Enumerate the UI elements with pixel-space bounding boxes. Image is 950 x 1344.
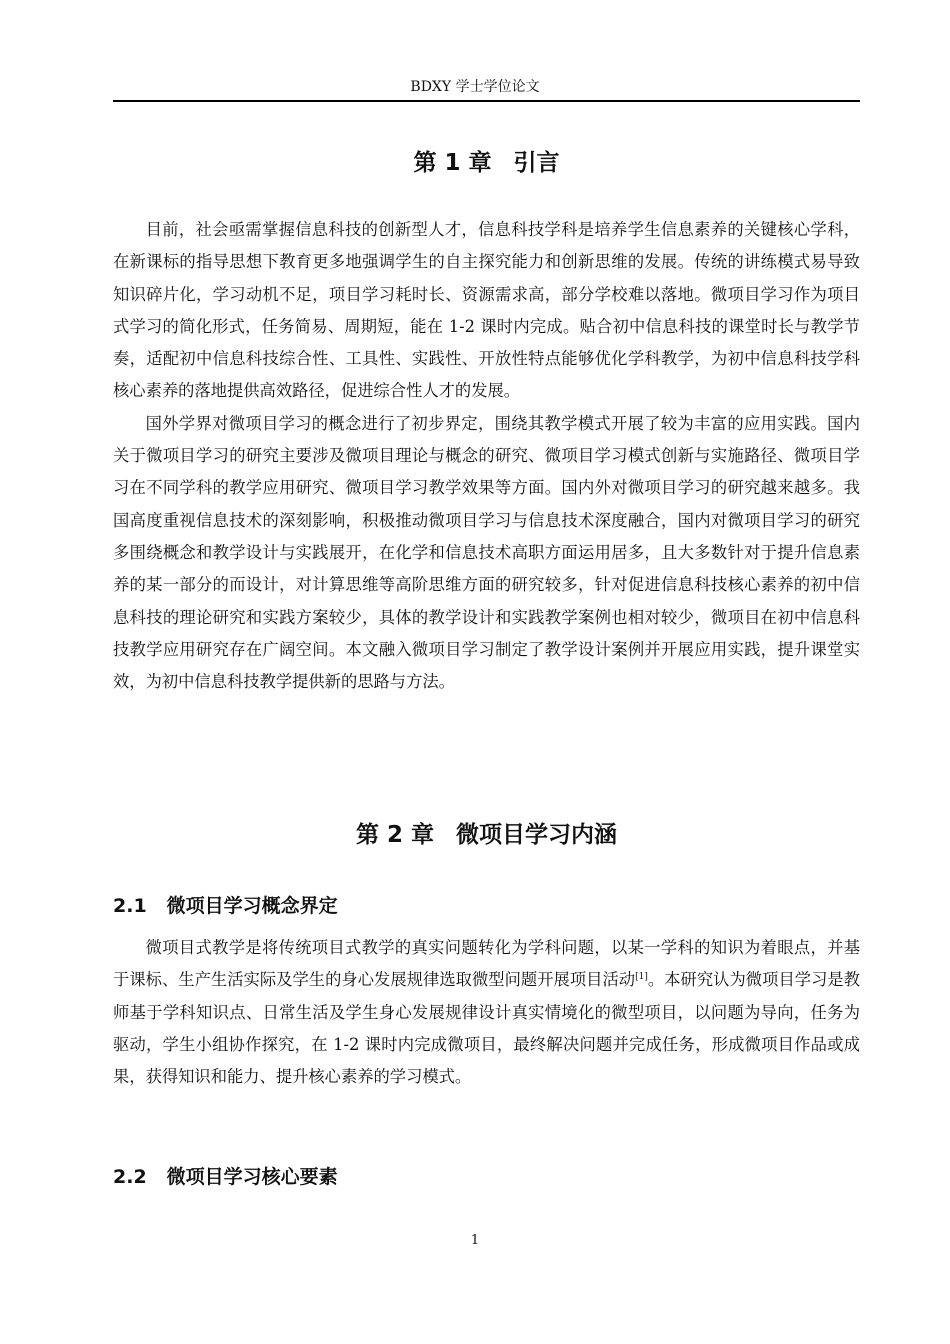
paragraph-text-after-citation: 。本研究认为微项目学习是教师基于学科知识点、日常生活及学生身心发展规律设计真实情境化的微型项目，以问题为导向，任务为驱动，学生小组协作探究，在 1-2 课时内完成微项目，最终解决问题并完成任务，形成微项目作品或成果，获得知识和能力、提升核心素养的学习模式。 [113,970,860,1087]
section-2-1-title: 微项目学习概念界定 [166,895,338,917]
paragraph-text-before-citation: 微项目式教学是将传统项目式教学的真实问题转化为学科问题，以某一学科的知识为着眼点，并基于课标、生产生活实际及学生的身心发展规律选取微型问题开展项目活动 [113,938,860,990]
chapter-1-number: 第 1 章 [413,150,492,176]
page-number: 1 [470,1233,480,1248]
chapter-1-heading [113,148,860,178]
chapter-2-number: 第 2 章 [355,822,435,848]
chapter-1-title: 引言 [513,150,560,176]
chapter-2-heading [113,820,860,850]
section-2-2-heading [113,1164,860,1190]
section-2-1-number: 2.1 [113,895,147,917]
section-2-1-paragraph [113,932,860,1093]
header-rule [113,100,860,102]
running-header: BDXY 学士学位论文 [410,79,540,95]
chapter-1-paragraph-1: 目前，社会亟需掌握信息科技的创新型人才，信息科技学科是培养学生信息素养的关键核心学科，在新课标的指导思想下教育更多地强调学生的自主探究能力和创新思维的发展。传统的讲练模式易导致知识碎片化，学习动机不足，项目学习耗时长、资源需求高，部分学校难以落地。微项目学习作为项目式学习的简化形式，任务简易、周期短，能在 1-2 课时内完成。贴合初中信息科技的课堂时长与教学节奏，适配初中信息科技综合性、工具性、实践性、开放性特点能够优化学科教学，为初中信息科技学科核心素养的落地提供高效路径，促进综合性人才的发展。 [113,220,860,401]
chapter-1-paragraph-2: 国外学界对微项目学习的概念进行了初步界定，围绕其教学模式开展了较为丰富的应用实践。国内关于微项目学习的研究主要涉及微项目理论与概念的研究、微项目学习模式创新与实施路径、微项目学习在不同学科的教学应用研究、微项目学习教学效果等方面。国内外对微项目学习的研究越来越多。我国高度重视信息技术的深刻影响，积极推动微项目学习与信息技术深度融合，国内对微项目学习的研究多围绕概念和教学设计与实践展开，在化学和信息技术高职方面运用居多，且大多数针对于提升信息素养的某一部分的而设计，对计算思维等高阶思维方面的研究较多，针对促进信息科技核心素养的初中信息科技的理论研究和实践方案较少，具体的教学设计和实践教学案例也相对较少，微项目在初中信息科技教学应用研究存在广阔空间。本文融入微项目学习制定了教学设计案例并开展应用实践，提升课堂实效，为初中信息科技教学提供新的思路与方法。 [113,413,860,692]
section-2-2-title: 微项目学习核心要素 [166,1166,338,1188]
citation-marker[interactable]: [1] [635,972,648,983]
section-2-1-heading [113,893,860,919]
chapter-2-title: 微项目学习内涵 [456,822,618,848]
section-2-2-number: 2.2 [113,1166,147,1188]
section-2-1-body [113,932,860,1093]
chapter-1-body [113,214,860,698]
